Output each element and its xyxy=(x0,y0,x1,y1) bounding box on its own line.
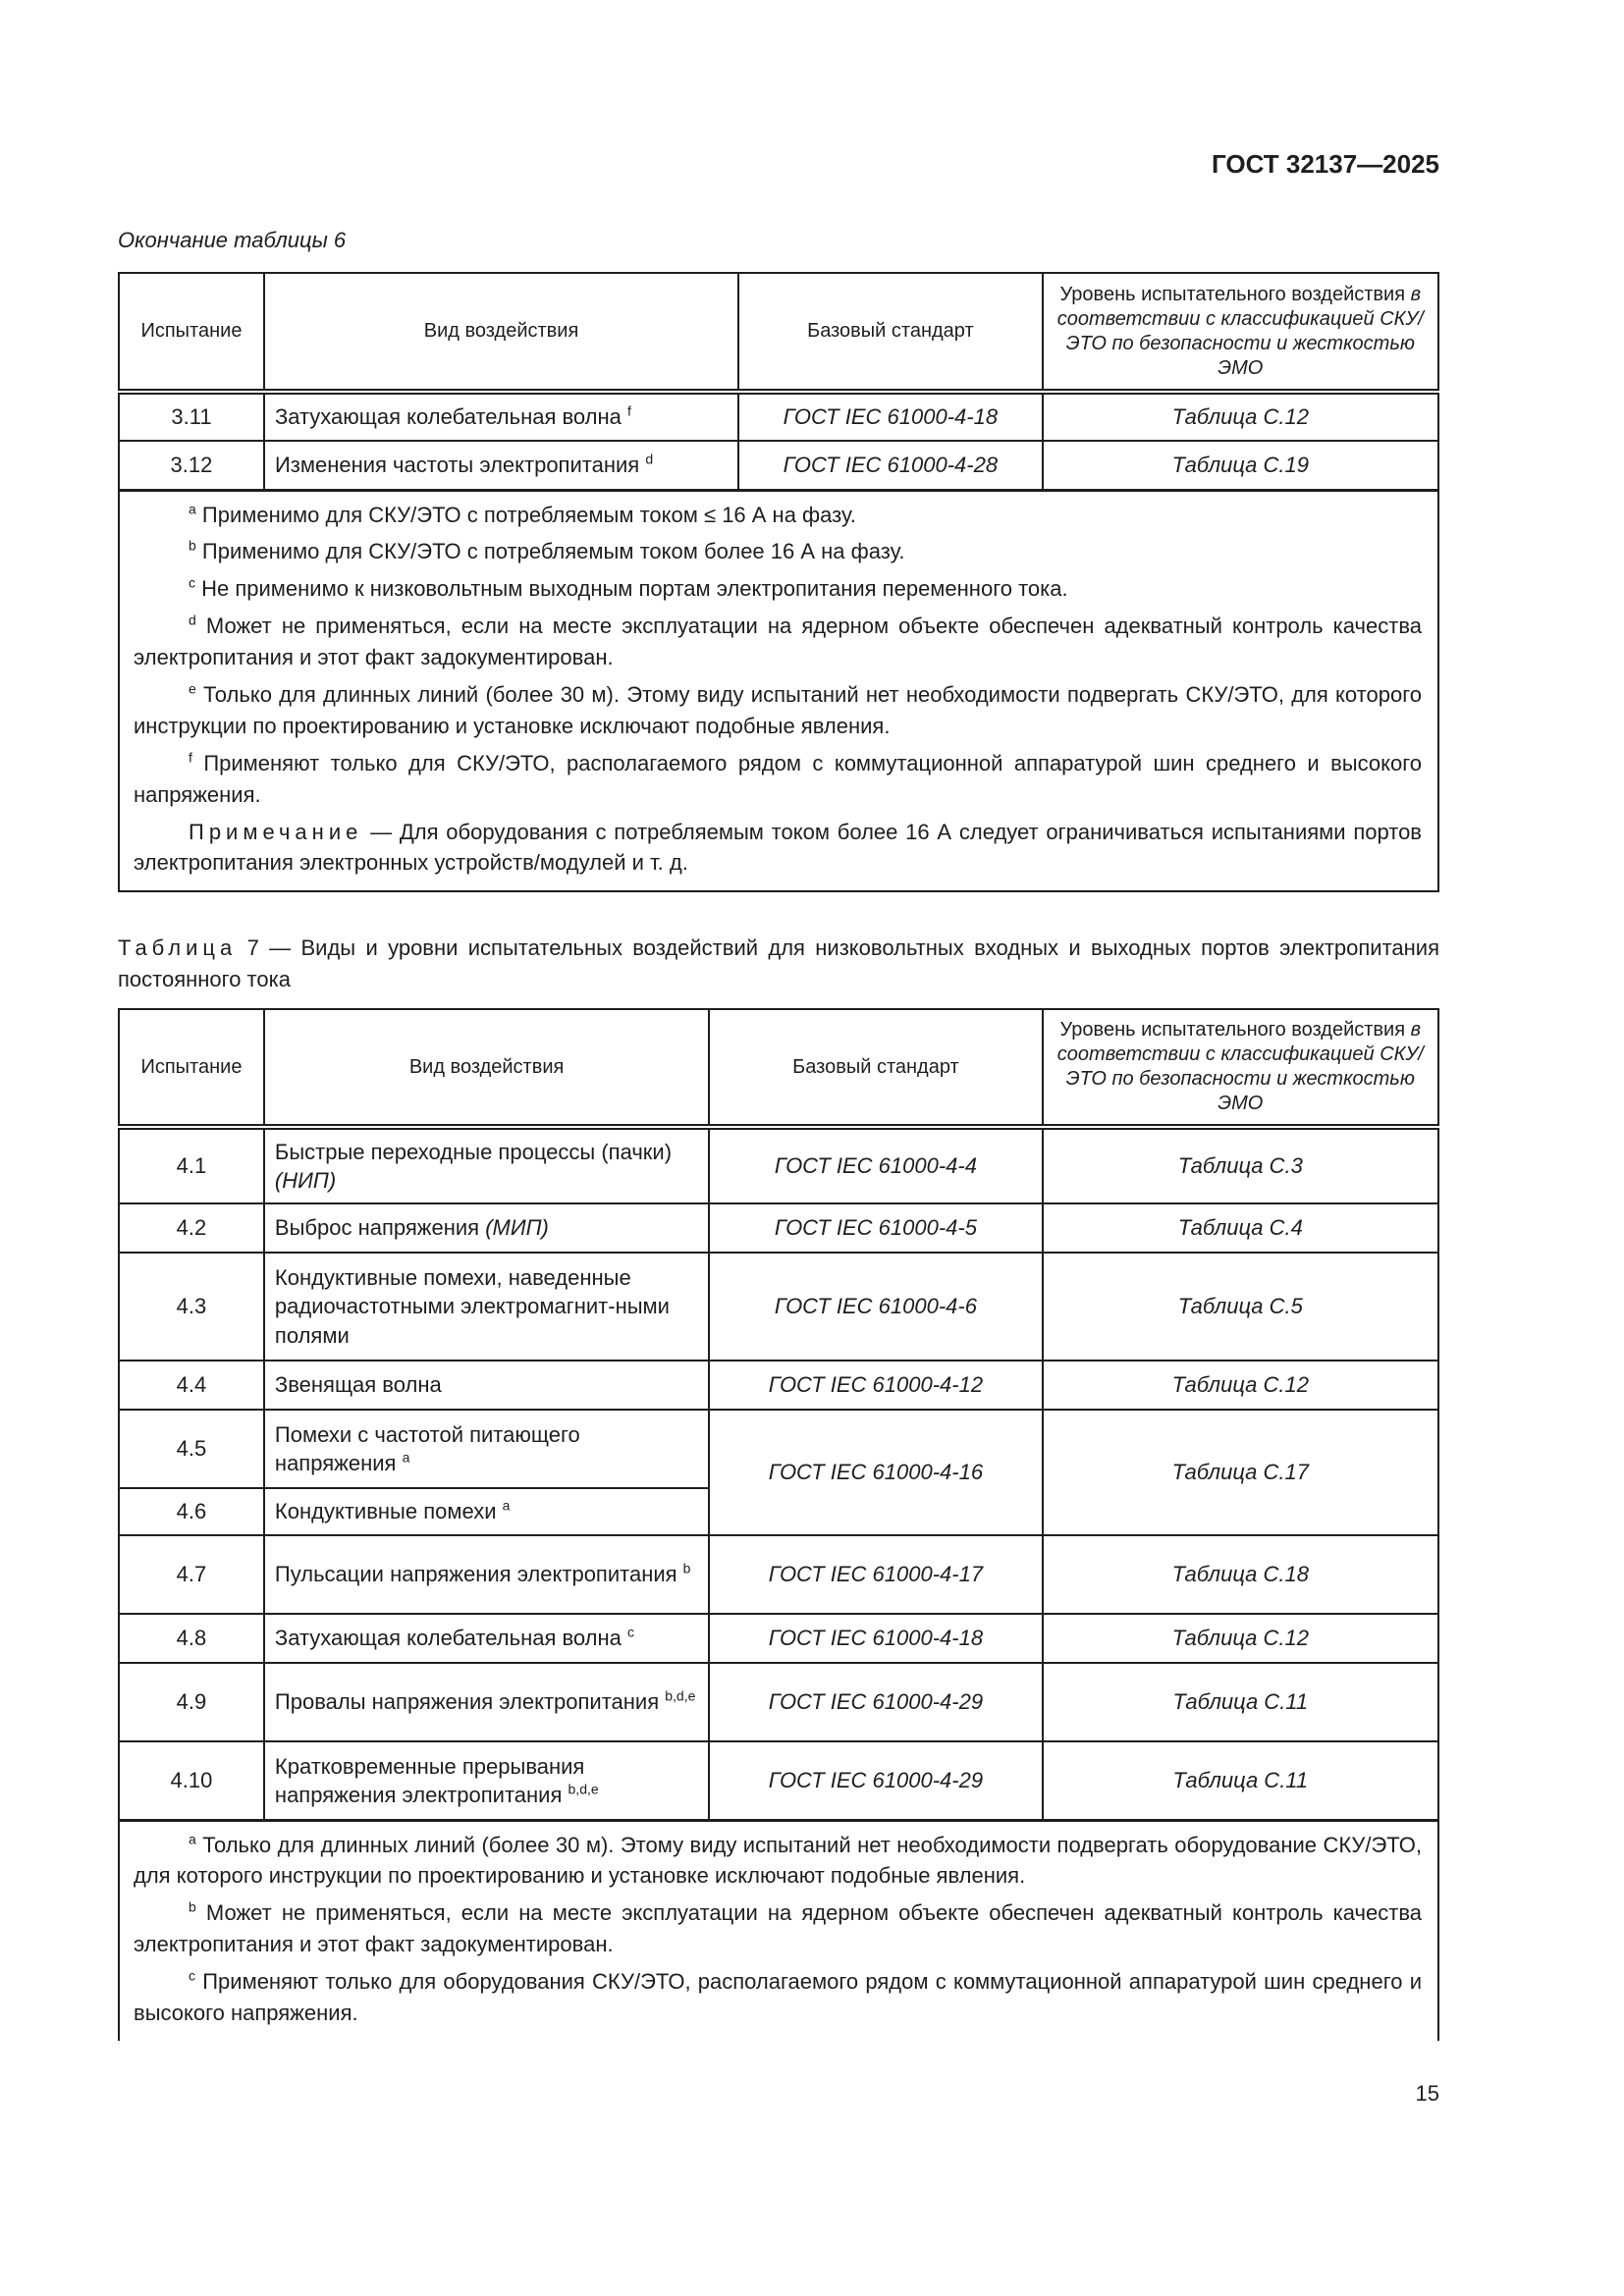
table-row: 4.1 Быстрые переходные процессы (пачки) (НИП) ГОСТ IEC 61000-4-4 Таблица С.3 xyxy=(119,1127,1438,1203)
page-number: 15 xyxy=(1415,2081,1439,2106)
col-header-level: Уровень испытательного воздействия в соответствии с классификацией СКУ/ЭТО по безопасности и жесткостью ЭМО xyxy=(1043,1009,1438,1127)
table-row: 4.5 Помехи с частотой питающего напряжения $^a$ ГОСТ IEC 61000-4-16 Таблица С.17 xyxy=(119,1410,1438,1488)
footnote: $^d$ Может не применяться, если на месте эксплуатации на ядерном объекте обеспечен адекватный контроль качества электропитания и этот факт задокументирован. xyxy=(134,612,1422,670)
table6-remark: Примечание — Для оборудования с потребляемым током более 16 А следует ограничиваться испытаниями портов электропитания электронных устройств/модулей и т. д. xyxy=(134,819,1422,876)
footnote: $^f$ Применяют только для СКУ/ЭТО, располагаемого рядом с коммутационной аппаратурой шин среднего и высокого напряжения. xyxy=(134,749,1422,807)
table-row: 3.11 Затухающая колебательная волна $^f$ ГОСТ IEC 61000-4-18 Таблица С.12 xyxy=(119,392,1438,441)
table-row: 4.2 Выброс напряжения (МИП) ГОСТ IEC 61000-4-5 Таблица С.4 xyxy=(119,1203,1438,1253)
col-header-level: Уровень испытательного воздействия в соответствии с классификацией СКУ/ЭТО по безопасности и жесткостью ЭМО xyxy=(1043,273,1438,392)
table-row: 4.3 Кондуктивные помехи, наведенные радиочастотными электромагнит-ными полями ГОСТ IEC 61000-4-6 Таблица С.5 xyxy=(119,1253,1438,1361)
col-header-type: Вид воздействия xyxy=(264,273,738,392)
col-header-type: Вид воздействия xyxy=(264,1009,709,1127)
footnote: $^b$ Может не применяться, если на месте эксплуатации на ядерном объекте обеспечен адекватный контроль качества электропитания и этот факт задокументирован. xyxy=(134,1898,1422,1957)
table-row: 3.12 Изменения частоты электропитания $^d$ ГОСТ IEC 61000-4-28 Таблица С.19 xyxy=(119,441,1438,490)
col-header-standard: Базовый стандарт xyxy=(709,1009,1042,1127)
document-code: ГОСТ 32137—2025 xyxy=(1212,149,1439,179)
footnote: $^c$ Применяют только для оборудования СКУ/ЭТО, располагаемого рядом с коммутационной аппаратурой шин среднего и высокого напряжения. xyxy=(134,1967,1422,2025)
table7-footnotes xyxy=(119,1820,1438,2041)
table-notes-row xyxy=(119,490,1438,891)
table7-caption: Таблица 7 — Виды и уровни испытательных воздействий для низковольтных входных и выходных портов электропитания постоянного тока xyxy=(118,935,1439,991)
footnote: $^b$ Применимо для СКУ/ЭТО с потребляемым током более 16 А на фазу. xyxy=(189,538,905,564)
table6-caption: Окончание таблицы 6 xyxy=(118,228,347,252)
table-notes-row xyxy=(119,1820,1438,2041)
table-row: 4.8 Затухающая колебательная волна $^c$ ГОСТ IEC 61000-4-18 Таблица С.12 xyxy=(119,1614,1438,1663)
table-7 xyxy=(118,1008,1439,2041)
footnote: $^a$ Только для длинных линий (более 30 м). Этому виду испытаний нет необходимости подвергать оборудование СКУ/ЭТО, для которого инструкции по проектированию и установке исключают подобные явления. xyxy=(134,1831,1422,1889)
table-row: 4.7 Пульсации напряжения электропитания $^b$ ГОСТ IEC 61000-4-17 Таблица С.18 xyxy=(119,1535,1438,1614)
col-header-test: Испытание xyxy=(119,273,264,392)
table-row: 4.4 Звенящая волна ГОСТ IEC 61000-4-12 Таблица С.12 xyxy=(119,1361,1438,1410)
footnote: $^a$ Применимо для СКУ/ЭТО с потребляемым током ≤ 16 А на фазу. xyxy=(189,501,856,527)
col-header-standard: Базовый стандарт xyxy=(738,273,1042,392)
col-header-test: Испытание xyxy=(119,1009,264,1127)
footnote: $^e$ Только для длинных линий (более 30 м). Этому виду испытаний нет необходимости подвергать СКУ/ЭТО, для которого инструкции по проектированию и установке исключают подобные явления. xyxy=(134,680,1422,738)
table-row: 4.9 Провалы напряжения электропитания $^{b,d,e}$ ГОСТ IEC 61000-4-29 Таблица С.11 xyxy=(119,1663,1438,1741)
table-row: 4.10 Кратковременные прерывания напряжения электропитания $^{b,d,e}$ ГОСТ IEC 61000-4-29 Таблица С.11 xyxy=(119,1741,1438,1820)
table-6 xyxy=(118,272,1439,892)
table-row: 4.6 Кондуктивные помехи $^a$ xyxy=(119,1488,1438,1535)
footnote: $^c$ Не применимо к низковольтным выходным портам электропитания переменного тока. xyxy=(189,574,1068,602)
table6-footnotes xyxy=(119,490,1438,891)
